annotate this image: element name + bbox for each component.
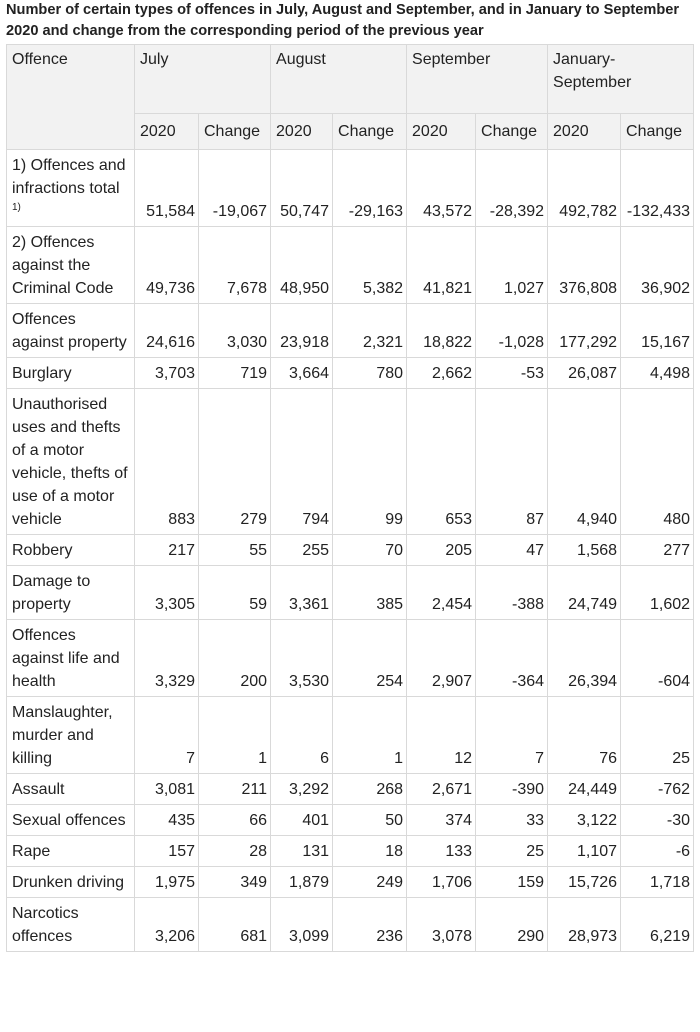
value-cell-change: 6,219 — [621, 898, 694, 952]
value-cell-change: 36,902 — [621, 227, 694, 304]
column-header-july: July — [135, 45, 271, 114]
offence-label: Offences against life and health — [7, 620, 135, 697]
offence-label: Offences against property — [7, 304, 135, 358]
value-cell-change: 780 — [333, 358, 407, 389]
footnote-marker: 1) — [12, 202, 21, 213]
value-cell-change: 254 — [333, 620, 407, 697]
value-cell-change: 3,030 — [199, 304, 271, 358]
table-row — [7, 389, 694, 535]
value-cell-change: -29,163 — [333, 150, 407, 227]
value-cell-change: -53 — [476, 358, 548, 389]
subheader-year: 2020 — [271, 114, 333, 150]
value-cell-2020: 24,749 — [548, 566, 621, 620]
value-cell-change: 15,167 — [621, 304, 694, 358]
offence-label: Burglary — [7, 358, 135, 389]
value-cell-change: 236 — [333, 898, 407, 952]
value-cell-change: -1,028 — [476, 304, 548, 358]
value-cell-2020: 18,822 — [407, 304, 476, 358]
value-cell-change: -132,433 — [621, 150, 694, 227]
offence-label: Robbery — [7, 535, 135, 566]
value-cell-change: 719 — [199, 358, 271, 389]
value-cell-change: 268 — [333, 774, 407, 805]
value-cell-change: 25 — [621, 697, 694, 774]
value-cell-2020: 6 — [271, 697, 333, 774]
value-cell-change: 70 — [333, 535, 407, 566]
value-cell-change: 66 — [199, 805, 271, 836]
offence-label: Drunken driving — [7, 867, 135, 898]
value-cell-2020: 492,782 — [548, 150, 621, 227]
value-cell-2020: 2,662 — [407, 358, 476, 389]
subheader-change: Change — [199, 114, 271, 150]
offence-label: 2) Offences against the Criminal Code — [7, 227, 135, 304]
value-cell-2020: 12 — [407, 697, 476, 774]
value-cell-2020: 374 — [407, 805, 476, 836]
value-cell-change: 290 — [476, 898, 548, 952]
value-cell-2020: 43,572 — [407, 150, 476, 227]
subheader-change: Change — [621, 114, 694, 150]
value-cell-2020: 3,664 — [271, 358, 333, 389]
value-cell-2020: 2,671 — [407, 774, 476, 805]
value-cell-2020: 3,078 — [407, 898, 476, 952]
value-cell-change: 50 — [333, 805, 407, 836]
value-cell-2020: 217 — [135, 535, 199, 566]
subheader-year: 2020 — [548, 114, 621, 150]
value-cell-change: 55 — [199, 535, 271, 566]
value-cell-change: 681 — [199, 898, 271, 952]
value-cell-2020: 28,973 — [548, 898, 621, 952]
value-cell-change: -28,392 — [476, 150, 548, 227]
value-cell-2020: 1,975 — [135, 867, 199, 898]
value-cell-2020: 435 — [135, 805, 199, 836]
value-cell-2020: 3,305 — [135, 566, 199, 620]
value-cell-2020: 653 — [407, 389, 476, 535]
column-header-august: August — [271, 45, 407, 114]
value-cell-2020: 3,361 — [271, 566, 333, 620]
value-cell-2020: 4,940 — [548, 389, 621, 535]
value-cell-2020: 26,087 — [548, 358, 621, 389]
offence-label: Assault — [7, 774, 135, 805]
value-cell-change: 1 — [199, 697, 271, 774]
table-row — [7, 805, 694, 836]
table-row — [7, 898, 694, 952]
value-cell-2020: 24,449 — [548, 774, 621, 805]
value-cell-2020: 23,918 — [271, 304, 333, 358]
value-cell-change: 87 — [476, 389, 548, 535]
table-row — [7, 697, 694, 774]
value-cell-2020: 51,584 — [135, 150, 199, 227]
value-cell-change: 25 — [476, 836, 548, 867]
value-cell-2020: 41,821 — [407, 227, 476, 304]
subheader-year: 2020 — [407, 114, 476, 150]
value-cell-change: 385 — [333, 566, 407, 620]
value-cell-2020: 794 — [271, 389, 333, 535]
value-cell-2020: 401 — [271, 805, 333, 836]
value-cell-change: -6 — [621, 836, 694, 867]
value-cell-change: 28 — [199, 836, 271, 867]
value-cell-change: 7,678 — [199, 227, 271, 304]
value-cell-2020: 1,107 — [548, 836, 621, 867]
table-row — [7, 867, 694, 898]
value-cell-2020: 76 — [548, 697, 621, 774]
offence-label: Sexual offences — [7, 805, 135, 836]
value-cell-change: 480 — [621, 389, 694, 535]
subheader-year: 2020 — [135, 114, 199, 150]
table-row — [7, 774, 694, 805]
value-cell-2020: 49,736 — [135, 227, 199, 304]
column-header-january-september: January-September — [548, 45, 694, 114]
value-cell-2020: 2,907 — [407, 620, 476, 697]
offences-table — [6, 44, 694, 952]
value-cell-2020: 3,122 — [548, 805, 621, 836]
value-cell-2020: 3,703 — [135, 358, 199, 389]
table-row — [7, 304, 694, 358]
offence-label: Damage to property — [7, 566, 135, 620]
value-cell-change: 59 — [199, 566, 271, 620]
value-cell-change: 33 — [476, 805, 548, 836]
value-cell-2020: 1,706 — [407, 867, 476, 898]
value-cell-2020: 7 — [135, 697, 199, 774]
table-caption: Number of certain types of offences in July, August and September, and in January to September 2020 and change from the corresponding period of the previous year — [6, 2, 680, 39]
value-cell-2020: 883 — [135, 389, 199, 535]
table-row — [7, 150, 694, 227]
value-cell-change: -390 — [476, 774, 548, 805]
value-cell-change: -388 — [476, 566, 548, 620]
value-cell-change: 1 — [333, 697, 407, 774]
value-cell-change: 47 — [476, 535, 548, 566]
value-cell-2020: 376,808 — [548, 227, 621, 304]
value-cell-2020: 3,081 — [135, 774, 199, 805]
value-cell-change: -762 — [621, 774, 694, 805]
value-cell-change: 1,602 — [621, 566, 694, 620]
value-cell-change: 4,498 — [621, 358, 694, 389]
value-cell-2020: 255 — [271, 535, 333, 566]
column-header-september: September — [407, 45, 548, 114]
offence-label: Manslaughter, murder and killing — [7, 697, 135, 774]
table-row — [7, 566, 694, 620]
offence-label: Unauthorised uses and thefts of a motor vehicle, thefts of use of a motor vehicle — [7, 389, 135, 535]
value-cell-change: -364 — [476, 620, 548, 697]
value-cell-2020: 3,099 — [271, 898, 333, 952]
value-cell-change: 349 — [199, 867, 271, 898]
value-cell-change: 2,321 — [333, 304, 407, 358]
value-cell-change: 211 — [199, 774, 271, 805]
value-cell-change: 277 — [621, 535, 694, 566]
value-cell-2020: 205 — [407, 535, 476, 566]
offence-label: Rape — [7, 836, 135, 867]
value-cell-2020: 50,747 — [271, 150, 333, 227]
table-body — [7, 150, 694, 952]
value-cell-2020: 3,329 — [135, 620, 199, 697]
value-cell-change: 249 — [333, 867, 407, 898]
value-cell-change: 279 — [199, 389, 271, 535]
value-cell-change: 1,718 — [621, 867, 694, 898]
value-cell-change: -19,067 — [199, 150, 271, 227]
table-row — [7, 620, 694, 697]
value-cell-2020: 1,568 — [548, 535, 621, 566]
table-row — [7, 836, 694, 867]
value-cell-change: 7 — [476, 697, 548, 774]
value-cell-change: 200 — [199, 620, 271, 697]
value-cell-2020: 131 — [271, 836, 333, 867]
value-cell-change: 99 — [333, 389, 407, 535]
value-cell-2020: 133 — [407, 836, 476, 867]
subheader-change: Change — [333, 114, 407, 150]
value-cell-change: 159 — [476, 867, 548, 898]
value-cell-2020: 26,394 — [548, 620, 621, 697]
value-cell-2020: 3,292 — [271, 774, 333, 805]
value-cell-2020: 24,616 — [135, 304, 199, 358]
value-cell-change: 1,027 — [476, 227, 548, 304]
value-cell-change: -30 — [621, 805, 694, 836]
value-cell-change: 18 — [333, 836, 407, 867]
value-cell-2020: 3,206 — [135, 898, 199, 952]
offence-label: Narcotics offences — [7, 898, 135, 952]
value-cell-2020: 48,950 — [271, 227, 333, 304]
offence-label: 1) Offences and infractions total $^{1)}$ — [7, 150, 135, 227]
value-cell-change: 5,382 — [333, 227, 407, 304]
value-cell-2020: 3,530 — [271, 620, 333, 697]
table-row — [7, 358, 694, 389]
value-cell-2020: 1,879 — [271, 867, 333, 898]
value-cell-change: -604 — [621, 620, 694, 697]
value-cell-2020: 2,454 — [407, 566, 476, 620]
subheader-change: Change — [476, 114, 548, 150]
table-row — [7, 535, 694, 566]
value-cell-2020: 157 — [135, 836, 199, 867]
value-cell-2020: 15,726 — [548, 867, 621, 898]
column-header-offence: Offence — [7, 45, 135, 150]
table-row — [7, 227, 694, 304]
value-cell-2020: 177,292 — [548, 304, 621, 358]
